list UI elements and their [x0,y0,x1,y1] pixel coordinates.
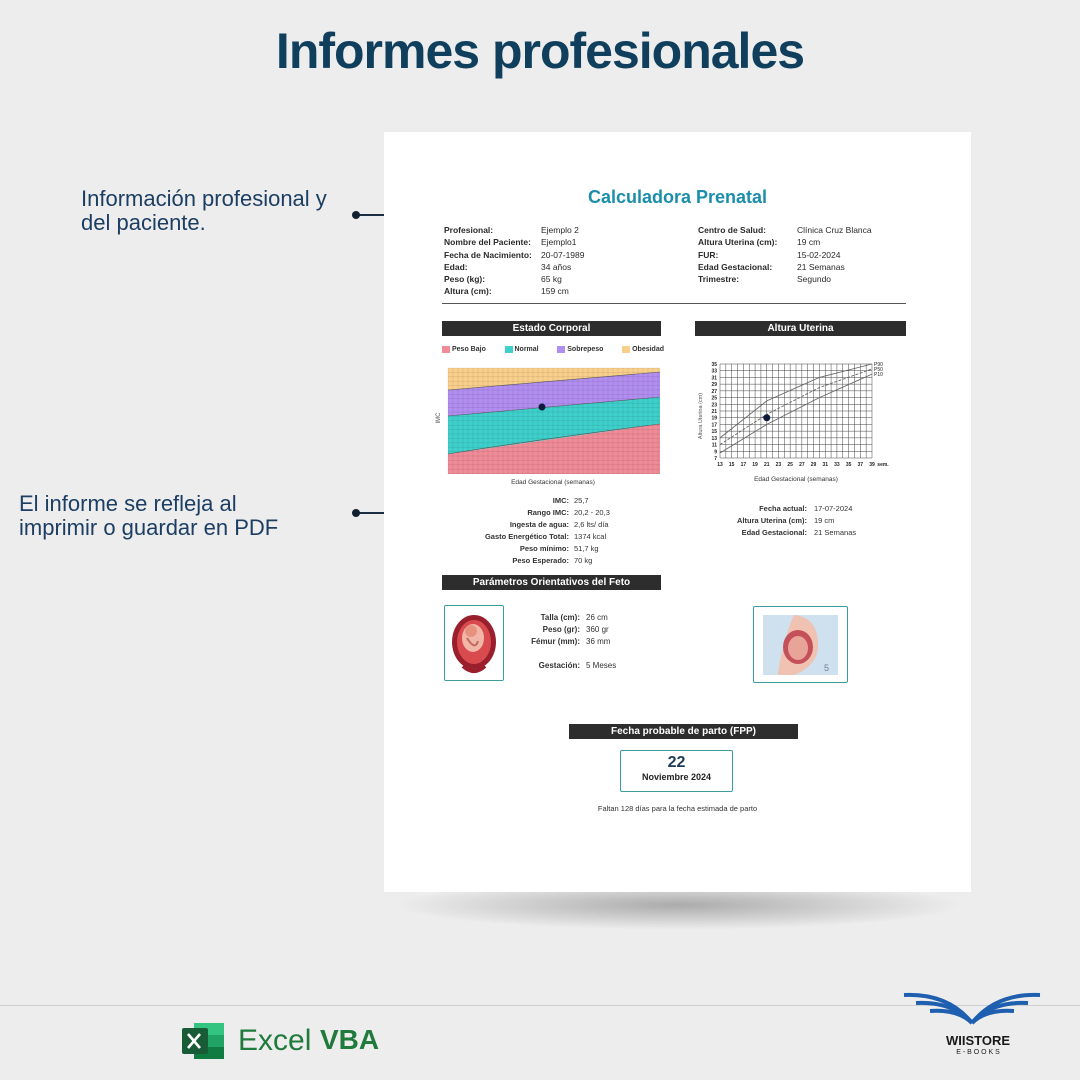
x-tick-label: 31 [822,462,829,468]
x-tick-label: 33 [834,462,840,468]
uterine-chart [696,358,896,476]
info-label: Peso Esperado: [512,556,569,565]
uterine-chart-ylabel: Altura Uterina (cm) [698,392,704,440]
info-label: Trimestre: [698,274,740,285]
callout-line-1: El informe se refleja al [19,491,237,516]
callout-pdf-info [19,492,278,540]
info-value: 17-07-2024 [814,504,853,513]
x-tick-label: 25 [787,462,793,468]
fpp-month-year: Noviembre 2024 [641,772,712,782]
info-value: 21 Semanas [814,528,857,537]
info-value: Ejemplo 2 [541,225,579,235]
info-value: 34 años [541,261,572,272]
info-row [714,515,856,527]
uterine-chart-xlabel: Edad Gestacional (semanas) [754,476,838,483]
y-tick-label: 11 [711,442,717,449]
info-value: 159 cm [541,286,569,297]
fetus-image-box [444,605,504,681]
info-row [464,543,610,555]
fetal-stats [512,612,616,672]
pregnancy-month-image [754,607,847,682]
info-value: 19 cm [814,516,835,525]
info-row [512,624,616,636]
x-tick-label: 17 [740,462,747,468]
callout-professional-info [81,187,327,235]
legend-label: Obesidad [632,346,664,353]
x-tick-label: 39 [869,462,875,468]
bmi-chart [434,360,664,485]
x-tick-label: sem. [877,462,889,468]
brand-name: WIISTORE [945,1033,1011,1048]
legend-label: Normal [514,346,539,353]
excel-label: Excel [238,1024,312,1057]
callout-line-1: Información profesional y [81,186,327,211]
info-row [444,273,584,285]
x-tick-label: 13 [717,462,723,468]
info-row [698,224,872,236]
info-value: Ejemplo1 [541,237,577,248]
info-value: 26 cm [586,613,608,622]
y-tick-label: 29 [711,382,717,389]
info-value: Segundo [797,274,832,285]
info-row [698,261,872,273]
vba-label: VBA [320,1024,380,1055]
fetus-in-womb-image [445,606,503,680]
info-row [444,285,584,297]
info-row [512,612,616,624]
info-label: Altura Uterina (cm): [698,237,778,248]
curve-label: P50 [874,367,883,374]
info-row [512,636,616,648]
info-label: Fecha de Nacimiento: [444,249,532,260]
curve-label: P10 [874,372,883,379]
patient-info-left [444,224,584,298]
info-row [698,249,872,261]
pregnant-image-box [753,606,848,683]
info-label: Centro de Salud: [698,225,767,235]
fpp-remaining-text: Faltan 128 días para la fecha estimada de parto [597,804,758,813]
uterine-section-header: Altura Uterina [695,321,906,336]
bmi-legend [442,346,664,358]
legend-swatch [557,346,565,353]
y-tick-label: 31 [711,375,717,382]
legend-item [557,346,603,353]
brand-subtitle: E - B O O K S [956,1049,1000,1056]
bmi-point [539,404,546,411]
y-tick-label: 13 [711,435,717,442]
info-row [714,503,856,515]
bmi-chart-ylabel: IMC [436,412,442,424]
y-tick-label: 19 [711,415,717,422]
excel-icon [180,1019,226,1063]
y-tick-label: 7 [714,456,717,462]
legend-item [505,346,539,353]
bmi-section-header: Estado Corporal [442,321,661,336]
info-label: Ingesta de agua: [509,520,569,529]
info-value: 20,2 - 20,3 [574,508,610,517]
info-value: 1374 kcal [574,532,607,541]
callout-dot-left-mid [352,509,360,517]
legend-item [442,346,486,353]
y-tick-label: 9 [714,449,717,456]
bmi-chart-xlabel: Edad Gestacional (semanas) [511,479,595,486]
info-row [444,249,584,261]
x-tick-label: 37 [857,462,864,468]
legend-swatch [622,346,630,353]
x-tick-label: 27 [799,462,805,468]
info-row [444,236,584,248]
info-label: Fémur (mm): [531,637,580,646]
info-value: 15-02-2024 [797,249,841,260]
info-label: Edad: [444,261,468,272]
legend-swatch [505,346,513,353]
info-label: Edad Gestacional: [698,261,773,272]
info-divider [442,303,906,304]
y-tick-label: 23 [711,402,717,409]
info-label: Peso mínimo: [519,544,569,553]
y-tick-label: 33 [711,368,717,375]
page-title: Informes profesionales [275,23,805,79]
info-row [714,527,856,539]
info-value: 19 cm [797,237,821,248]
info-value: 36 mm [586,637,611,646]
info-label: Edad Gestacional: [741,528,807,537]
info-value: 51,7 kg [574,544,599,553]
uterine-grid [720,364,872,458]
bmi-stats [464,495,610,567]
info-row [464,495,610,507]
info-label: FUR: [698,249,719,260]
info-label: Rango IMC: [527,508,569,517]
info-label: Peso (kg): [444,274,486,285]
callout-dot-left-top [352,211,360,219]
info-value: 2,6 lts/ día [574,520,609,529]
fpp-header: Fecha probable de parto (FPP) [569,724,798,739]
legend-item [622,346,664,353]
x-tick-label: 15 [728,462,735,468]
x-tick-label: 23 [775,462,782,468]
callout-line-2: imprimir o guardar en PDF [19,515,279,540]
info-row [444,224,584,236]
info-row [444,261,584,273]
legend-label: Peso Bajo [452,346,486,353]
book-logo-icon [898,983,1046,1031]
y-tick-label: 25 [711,395,717,402]
fetal-section-header: Parámetros Orientativos del Feto [442,575,661,590]
y-tick-label: 21 [711,409,717,415]
info-label: Fecha actual: [759,504,807,513]
callout-line-2: del paciente. [81,210,206,235]
info-value: 20-07-1989 [541,249,585,260]
fpp-date-box [620,750,733,792]
info-row [464,531,610,543]
info-label: Nombre del Paciente: [444,237,531,248]
legend-swatch [442,346,450,353]
y-tick-label: 35 [711,362,717,368]
info-value: 21 Semanas [797,261,845,272]
info-row [698,273,872,285]
y-tick-label: 17 [711,422,717,429]
info-value: 25,7 [574,496,589,505]
info-value: 360 gr [586,625,609,634]
gestation-label: Gestación: [538,661,580,670]
info-value: Clínica Cruz Blanca [797,225,872,235]
report-title: Calculadora Prenatal [587,187,768,207]
info-value: 65 kg [541,274,562,285]
y-tick-label: 15 [711,429,717,436]
info-row [464,507,610,519]
report-page [384,132,971,892]
legend-label: Sobrepeso [567,346,604,353]
info-row [464,519,610,531]
pregnancy-month-badge: 5 [824,663,830,673]
info-row [698,236,872,248]
info-label: Altura Uterina (cm): [736,516,807,525]
info-label: IMC: [552,496,569,505]
patient-info-right [698,224,872,285]
x-tick-label: 35 [845,462,852,468]
info-value: 70 kg [574,556,593,565]
info-label: Altura (cm): [444,286,492,297]
x-tick-label: 19 [752,462,758,468]
info-label: Gasto Energético Total: [484,532,569,541]
x-tick-label: 29 [810,462,817,468]
curve-label: P90 [874,362,883,368]
gestation-value: 5 Meses [586,661,617,670]
info-label: Peso (gr): [542,625,580,634]
y-tick-label: 27 [711,388,717,395]
x-tick-label: 21 [763,462,770,468]
uterine-stats [714,503,856,539]
fpp-day: 22 [667,754,686,771]
info-label: Profesional: [444,225,494,235]
uterine-point [763,414,770,421]
info-row [464,555,610,567]
info-label: Talla (cm): [540,613,580,622]
